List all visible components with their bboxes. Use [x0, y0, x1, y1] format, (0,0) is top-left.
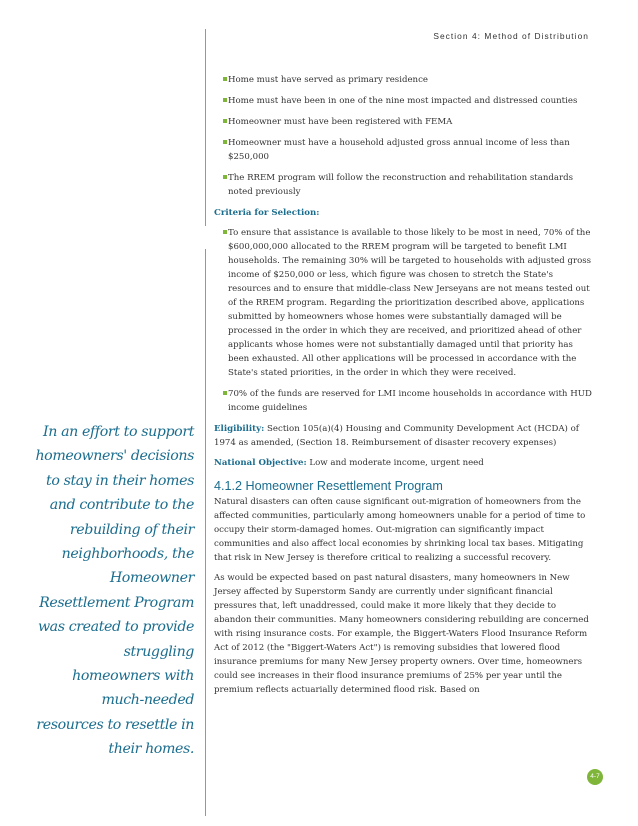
- main-divider-line: [205, 249, 206, 816]
- bullet-square-icon: [223, 230, 227, 234]
- eligibility-text: Section 105(a)(4) Housing and Community Development Act (HCDA) of 1974 as amended, (Section 18. Reimbursement of disaster recovery expenses): [214, 424, 579, 448]
- list-item: [214, 94, 594, 108]
- eligibility-label: Eligibility:: [214, 424, 265, 434]
- bullet-square-icon: [223, 98, 227, 102]
- list-item: [214, 171, 594, 199]
- section-heading: 4.1.2 Homeowner Resettlement Program: [214, 479, 443, 493]
- bullet-text: The RREM program will follow the reconstruction and rehabilitation standards noted previously: [228, 173, 574, 197]
- body-paragraph: Natural disasters can often cause significant out-migration of homeowners from the affected communities, particularly among homeowners unable for a period of time to occupy their storm-damaged homes. Out-migration can significantly impact communities and also affect local economies by shrinking local tax bases. Mitigating that risk in New Jersey is therefore critical to realizing a successful recovery.: [214, 497, 586, 563]
- bullet-square-icon: [223, 119, 227, 123]
- list-item: [214, 226, 594, 380]
- page-number-badge: 4-7: [587, 769, 603, 785]
- pull-quote: In an effort to support homeowners' decisions to stay in their homes and contribute to the rebuilding of their neighborhoods, the Homeowner Resettlement Program was created to provide struggling homeowners with much-needed resources to resettle in their homes.: [35, 424, 194, 758]
- body-paragraph: As would be expected based on past natural disasters, many homeowners in New Jersey affected by Superstorm Sandy are currently under significant financial pressures that, left unaddressed, could make it more likely that they decide to abandon their communities. Many homeowners considering rebuilding are concerned with rising insurance costs. For example, the Biggert-Waters Flood Insurance Reform Act of 2012 (the "Biggert-Waters Act") is removing subsidies that lowered flood insurance premiums for many New Jersey property owners. Over time, homeowners could see increases in their flood insurance premiums of 25% per year until the premium reflects actuarially determined flood risk. Based on: [214, 573, 589, 695]
- list-item: [214, 387, 594, 415]
- eligibility-statement: [214, 422, 594, 450]
- bullet-square-icon: [223, 140, 227, 144]
- national-objective-label: National Objective:: [214, 458, 307, 468]
- list-item: [214, 115, 594, 129]
- bullet-text: 70% of the funds are reserved for LMI income households in accordance with HUD income guidelines: [228, 389, 592, 413]
- top-divider-line: [205, 29, 206, 226]
- criteria-bullet-list: [214, 226, 594, 415]
- section-header: Section 4: Method of Distribution: [433, 31, 589, 41]
- national-objective-statement: [214, 456, 594, 470]
- bullet-text: Homeowner must have a household adjusted gross annual income of less than $250,000: [228, 138, 570, 162]
- list-item: [214, 136, 594, 164]
- eligibility-bullet-list: [214, 73, 594, 199]
- bullet-text: Home must have been in one of the nine most impacted and distressed counties: [228, 96, 578, 106]
- criteria-heading: Criteria for Selection:: [214, 208, 320, 218]
- main-content: [214, 73, 594, 703]
- bullet-text: To ensure that assistance is available to those likely to be most in need, 70% of the $600,000,000 allocated to the RREM program will be targeted to benefit LMI households. The remaining 30% will be targeted to households with adjusted gross income of $250,000 or less, which figure was chosen to stretch the State's resources and to ensure that middle-class New Jerseyans are not means tested out of the RREM program. Regarding the prioritization described above, applications submitted by homeowners whose homes were substantially damaged will be processed in the order in which they are received, and prioritized ahead of other applicants whose homes were not substantially damaged until that priority has been exhausted. All other applications will be processed in accordance with the State's stated priorities, in the order in which they were received.: [228, 228, 592, 378]
- bullet-text: Homeowner must have been registered with FEMA: [228, 117, 453, 127]
- national-objective-text: Low and moderate income, urgent need: [309, 458, 484, 468]
- bullet-square-icon: [223, 391, 227, 395]
- list-item: [214, 73, 594, 87]
- bullet-square-icon: [223, 77, 227, 81]
- bullet-square-icon: [223, 175, 227, 179]
- bullet-text: Home must have served as primary residence: [228, 75, 428, 85]
